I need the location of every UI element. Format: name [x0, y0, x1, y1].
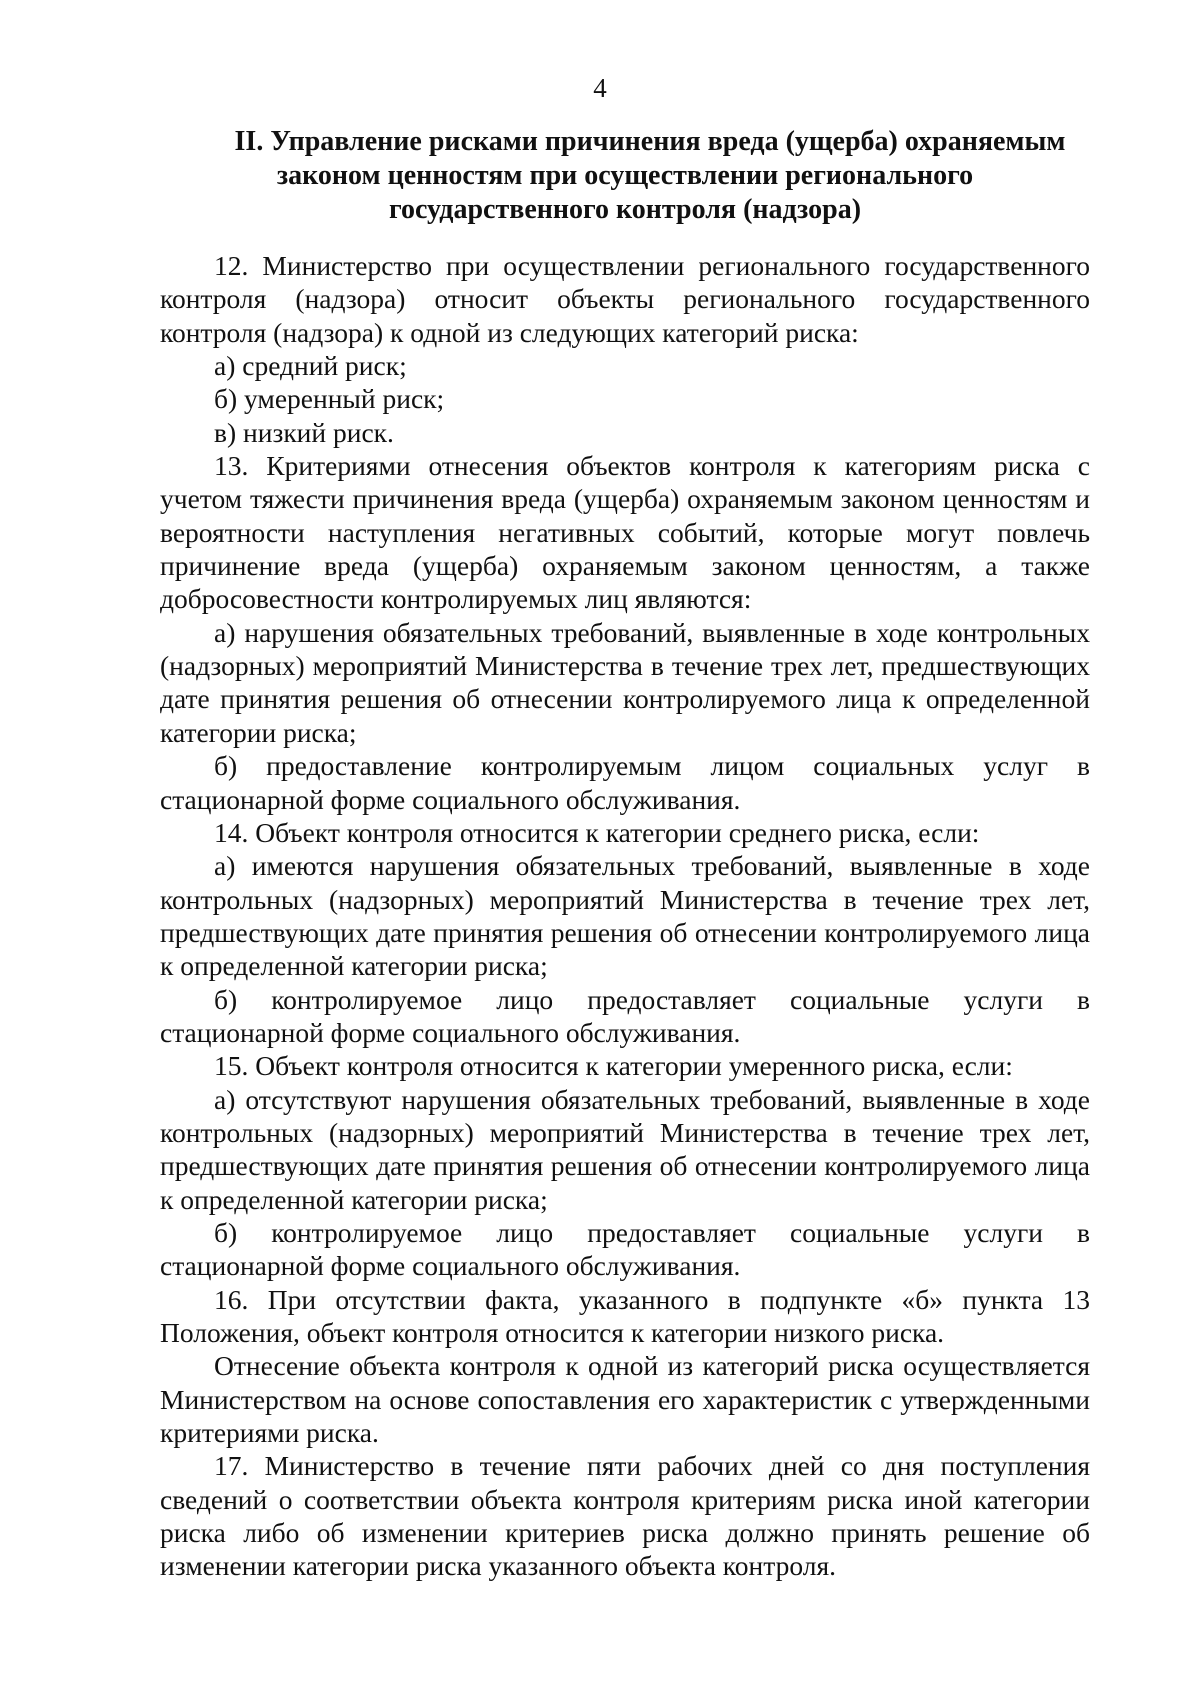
section-title: [160, 125, 1090, 227]
paragraph-12: 12. Министерство при осуществлении регионального государственного контроля (надзора) относит объекты регионального государственного контроля (надзора) к одной из следующих категорий риска:: [160, 250, 1090, 348]
paragraph-17: 17. Министерство в течение пяти рабочих дней со дня поступления сведений о соответствии объекта контроля критериям риска иной категории риска либо об изменении критериев риска должно принять решение об изменении категории риска указанного объекта контроля.: [160, 1450, 1090, 1582]
paragraph-15-b: б) контролируемое лицо предоставляет социальные услуги в стационарной форме социального обслуживания.: [160, 1216, 1090, 1282]
paragraph-16: 16. При отсутствии факта, указанного в подпункте «б» пункта 13 Положения, объект контроля относится к категории низкого риска.: [160, 1283, 1090, 1348]
paragraph-13-b: б) предоставление контролируемым лицом социальных услуг в стационарной форме социального обслуживания.: [160, 750, 1090, 815]
paragraph-14-b: б) контролируемое лицо предоставляет социальные услуги в стационарной форме социального обслуживания.: [160, 983, 1090, 1048]
paragraph-13: 13. Критериями отнесения объектов контроля к категориям риска с учетом тяжести причинения вреда (ущерба) охраняемым законом ценностям и вероятности наступления негативных событий, которые могут повлечь причинение вреда (ущерба) охраняемым законом ценностям, а также добросовестности контролируемых лиц являются:: [160, 450, 1090, 615]
paragraph-13-a: а) нарушения обязательных требований, выявленные в ходе контрольных (надзорных) мероприятий Министерства в течение трех лет, предшествующих дате принятия решения об отнесении контролируемого лица к определенной категории риска;: [160, 616, 1090, 748]
section-title-line-3: государственного контроля (надзора): [388, 194, 862, 225]
paragraph-16-note: Отнесение объекта контроля к одной из категорий риска осуществляется Министерством на основе сопоставления его характеристик с утвержденными критериями риска.: [160, 1350, 1090, 1449]
paragraph-12-b: б) умеренный риск;: [214, 383, 445, 415]
paragraph-14: 14. Объект контроля относится к категории среднего риска, если:: [214, 816, 980, 848]
paragraph-15-a: а) отсутствуют нарушения обязательных требований, выявленные в ходе контрольных (надзорных) мероприятий Министерства в течение трех лет, предшествующих дате принятия решения об отнесении контролируемого лица к определенной категории риска;: [160, 1083, 1090, 1215]
paragraph-14-a: а) имеются нарушения обязательных требований, выявленные в ходе контрольных (надзорных) мероприятий Министерства в течение трех лет, предшествующих дате принятия решения об отнесении контролируемого лица к определенной категории риска;: [160, 850, 1090, 982]
paragraph-12-a: а) средний риск;: [214, 350, 407, 382]
page-number: 4: [593, 73, 607, 103]
section-title-line-2: законом ценностям при осуществлении регионального: [276, 160, 974, 191]
document-body: [160, 249, 1090, 1583]
paragraph-12-v: в) низкий риск.: [214, 416, 394, 448]
section-title-line-1: II. Управление рисками причинения вреда (ущерба) охраняемым: [234, 126, 1066, 157]
paragraph-15: 15. Объект контроля относится к категории умеренного риска, если:: [214, 1050, 1013, 1082]
